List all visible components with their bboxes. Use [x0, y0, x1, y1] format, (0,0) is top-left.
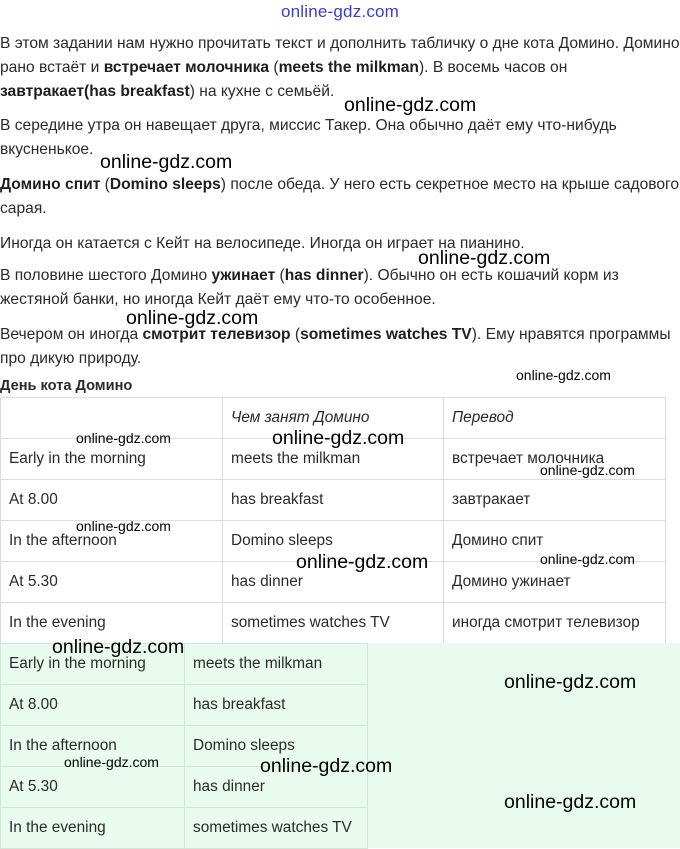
table-cell: Домино спит [444, 521, 666, 562]
paragraph-sleep: Домино спит (Domino sleeps) после обеда. У него есть секретное место на крыше садового сарая. [0, 176, 680, 217]
watermark-text: online-gdz.com [540, 462, 635, 478]
watermark-text: online-gdz.com [126, 307, 259, 329]
watermark-text: online-gdz.com [504, 671, 637, 693]
table-cell: In the evening [1, 808, 185, 849]
table-heading: День кота Домино [0, 378, 133, 394]
watermark-text: online-gdz.com [504, 791, 637, 813]
watermark-text: online-gdz.com [260, 755, 393, 777]
table-row [1, 685, 368, 726]
table-cell: In the afternoon [1, 726, 185, 767]
table-cell: иногда смотрит телевизор [444, 603, 666, 644]
paragraph-bike-piano: Иногда он катается с Кейт на велосипеде. Иногда он играет на пианино. [0, 235, 525, 252]
table-cell: has dinner [185, 767, 368, 808]
table-cell: meets the milkman [223, 439, 444, 480]
table-cell: meets the milkman [185, 644, 368, 685]
table-cell: Early in the morning [1, 439, 223, 480]
table-cell: At 5.30 [1, 767, 185, 808]
watermark-text: online-gdz.com [540, 551, 635, 567]
watermark-text: online-gdz.com [76, 518, 171, 534]
site-watermark-top: online-gdz.com [280, 2, 400, 21]
table-cell: At 8.00 [1, 480, 223, 521]
table-cell: Domino sleeps [223, 521, 444, 562]
paragraph-dinner: В половине шестого Домино ужинает (has dinner). Обычно он есть кошачий корм из жестяной банки, но иногда Кейт даёт ему что-то особенное. [0, 267, 619, 308]
header-cell: Чем занят Домино [223, 398, 444, 439]
table-cell: встречает молочника [444, 439, 666, 480]
watermark-text: online-gdz.com [76, 430, 171, 446]
watermark-text: online-gdz.com [516, 367, 611, 383]
table-cell: has breakfast [223, 480, 444, 521]
watermark-text: online-gdz.com [272, 427, 405, 449]
table-cell: sometimes watches TV [185, 808, 368, 849]
header-cell: Перевод [444, 398, 666, 439]
answer-table [0, 643, 368, 849]
table-cell: In the evening [1, 603, 223, 644]
watermark-text: online-gdz.com [296, 551, 429, 573]
table-row [1, 480, 666, 521]
table-row [1, 808, 368, 849]
table-cell: Домино ужинает [444, 562, 666, 603]
table-cell: has dinner [223, 562, 444, 603]
table-cell: Domino sleeps [185, 726, 368, 767]
table-cell: At 5.30 [1, 562, 223, 603]
table-cell: In the afternoon [1, 521, 223, 562]
table-cell: Early in the morning [1, 644, 185, 685]
table-cell: завтракает [444, 480, 666, 521]
watermark-text: online-gdz.com [52, 636, 185, 658]
paragraph-mid-morning: В середине утра он навещает друга, миссис Такер. Она обычно даёт ему что-нибудь вкусненькое. [0, 117, 617, 158]
watermark-text: online-gdz.com [418, 247, 551, 269]
watermark-text: online-gdz.com [344, 94, 477, 116]
paragraph-evening: Вечером он иногда смотрит телевизор (sometimes watches TV). Ему нравятся программы про дикую природу. [0, 326, 671, 367]
table-cell: sometimes watches TV [223, 603, 444, 644]
paragraph-intro: В этом задании нам нужно прочитать текст и дополнить табличку о дне кота Домино. Домино рано встаёт и встречает молочника (meets the milkman). В восемь часов он завтракает(has breakfast) на кухне с семьёй. [0, 35, 680, 100]
watermark-text: online-gdz.com [100, 151, 233, 173]
watermark-text: online-gdz.com [64, 754, 159, 770]
table-cell: At 8.00 [1, 685, 185, 726]
table-cell: has breakfast [185, 685, 368, 726]
